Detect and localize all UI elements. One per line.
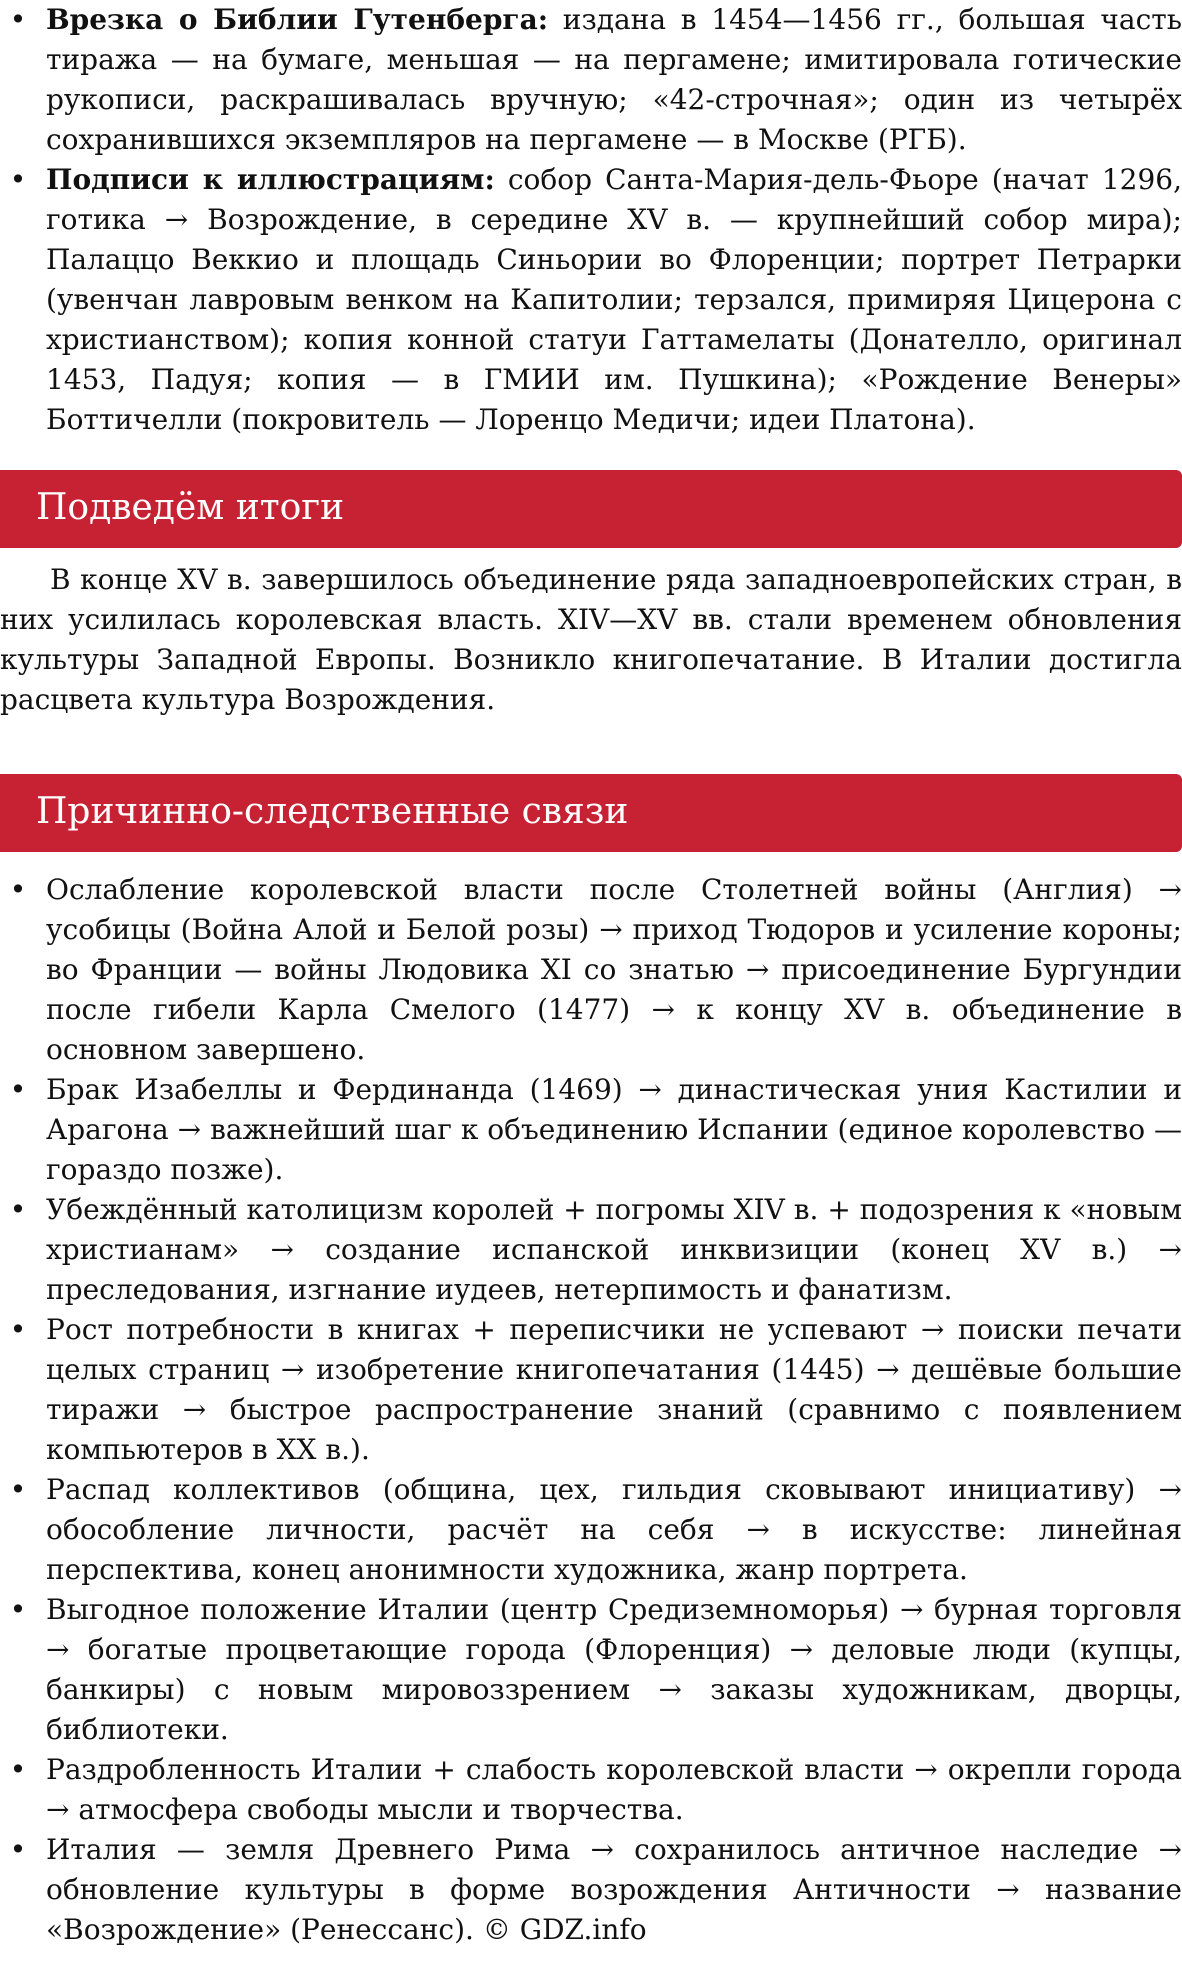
item-text: собор Санта-Мария-дель-Фьоре (начат 1296, готика → Возрождение, в середине XV в. — крупнейший собор мира); Палаццо Веккио и площадь Синьории во Флоренции; портрет Петрарки (увенчан лавровым венком на Капитолии; терзался, примиряя Цицерона с христианством); копия конной статуи Гаттамелаты (Донателло, оригинал 1453, Падуя; копия — в ГМИИ им. Пушкина); «Рождение Венеры» Боттичелли (покровитель — Лоренцо Медичи; идеи Платона). [46,163,1182,436]
section-banner-causes [0,774,1182,852]
causes-bullet-list [0,870,1182,1950]
bullet-icon: • [9,1193,27,1226]
item-label: Подписи к иллюстрациям: [46,163,495,196]
list-item [0,1830,1182,1950]
top-bullet-list [0,0,1182,440]
item-text: Ослабление королевской власти после Столетней войны (Англия) → усобицы (Война Алой и Белой розы) → приход Тюдоров и усиление короны; во Франции — войны Людовика XI со знатью → присоединение Бургундии после гибели Карла Смелого (1477) → к концу XV в. объединение в основном завершено. [46,873,1182,1066]
list-item [0,160,1182,440]
list-item [0,1750,1182,1830]
bullet-icon: • [9,1833,27,1866]
bullet-icon: • [9,3,27,36]
list-item [0,1310,1182,1470]
item-text: Брак Изабеллы и Фердинанда (1469) → династическая уния Кастилии и Арагона → важнейший шаг к объединению Испании (единое королевство — гораздо позже). [46,1073,1182,1186]
list-item [0,1590,1182,1750]
list-item [0,1070,1182,1190]
bullet-icon: • [9,1073,27,1106]
list-item [0,1190,1182,1310]
list-item [0,1470,1182,1590]
list-item [0,870,1182,1070]
item-text: Рост потребности в книгах + переписчики не успевают → поиски печати целых страниц → изобретение книгопечатания (1445) → дешёвые большие тиражи → быстрое распространение знаний (сравнимо с появлением компьютеров в XX в.). [46,1313,1182,1466]
bullet-icon: • [9,873,27,906]
section-heading: Причинно-следственные связи [36,791,629,832]
item-text: Италия — земля Древнего Рима → сохранилось античное наследие → обновление культуры в форме возрождения Античности → название «Возрождение» (Ренессанс). [46,1833,1182,1946]
item-text: издана в 1454—1456 гг., большая часть тиража — на бумаге, меньшая — на пергамене; имитировала готические рукописи, раскрашивалась вручную; «42-строчная»; один из четырёх сохранившихся экземпляров на пергамене — в Москве (РГБ). [46,3,1182,156]
bullet-icon: • [9,163,27,196]
item-text: Выгодное положение Италии (центр Средиземноморья) → бурная торговля → богатые процветающие города (Флоренция) → деловые люди (купцы, банкиры) с новым мировоззрением → заказы художникам, дворцы, библиотеки. [46,1593,1182,1746]
summary-paragraph: В конце XV в. завершилось объединение ряда западноевропейских стран, в них усилилась королевская власть. XIV—XV вв. стали временем обновления культуры Западной Европы. Возникло книгопечатание. В Италии достигла расцвета культура Возрождения. [0,563,1182,716]
bullet-icon: • [9,1593,27,1626]
bullet-icon: • [9,1313,27,1346]
section-heading: Подведём итоги [36,487,345,528]
copyright-text: © GDZ.info [482,1913,647,1946]
section-banner-summary [0,470,1182,548]
item-text: Раздробленность Италии + слабость королевской власти → окрепли города → атмосфера свободы мысли и творчества. [46,1753,1182,1826]
bullet-icon: • [9,1753,27,1786]
item-label: Врезка о Библии Гутенберга: [46,3,549,36]
bullet-icon: • [9,1473,27,1506]
list-item [0,0,1182,160]
item-text: Распад коллективов (община, цех, гильдия сковывают инициативу) → обособление личности, расчёт на себя → в искусстве: линейная перспектива, конец анонимности художника, жанр портрета. [46,1473,1182,1586]
item-text: Убеждённый католицизм королей + погромы XIV в. + подозрения к «новым христианам» → создание испанской инквизиции (конец XV в.) → преследования, изгнание иудеев, нетерпимость и фанатизм. [46,1193,1182,1306]
